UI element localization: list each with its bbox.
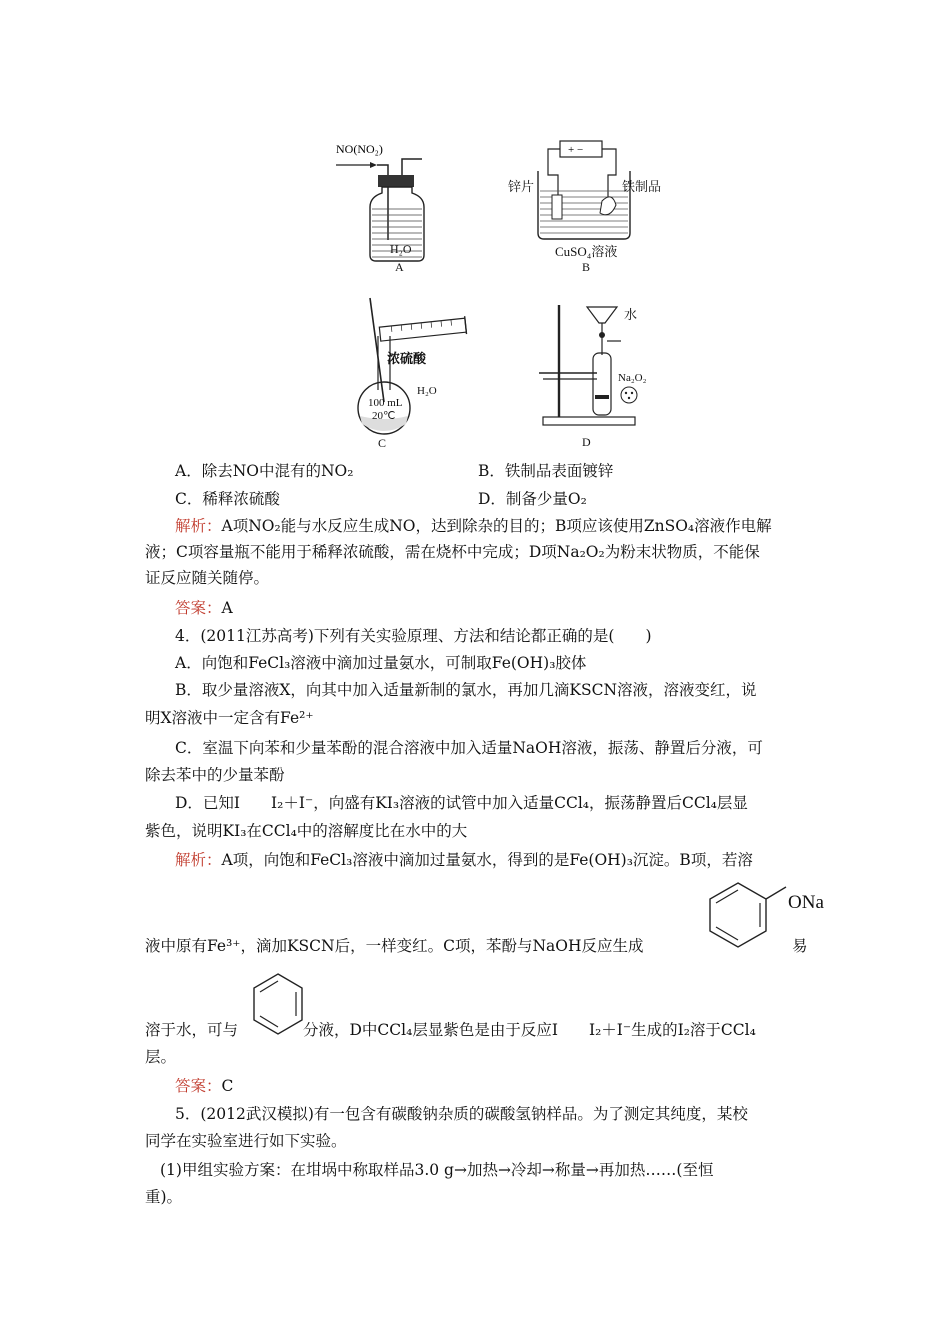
q5-line-3: (1)甲组实验方案：在坩埚中称取样品3.0 g→加热→冷却→称量→再加热……(至恒 bbox=[160, 1161, 714, 1179]
q4-answer-value: C bbox=[221, 1077, 234, 1095]
apparatus-c-flask-label-1: 100 mL bbox=[368, 397, 403, 409]
q3-option-d: D．制备少量O₂ bbox=[478, 490, 587, 508]
apparatus-c-acid-label: 浓硫酸 bbox=[387, 351, 427, 366]
sodium-phenoxide-structure bbox=[700, 875, 860, 963]
q3-analysis-label: 解析： bbox=[175, 517, 222, 535]
apparatus-b-left-label: 锌片 bbox=[508, 179, 535, 194]
q4-stem: 4．(2011江苏高考)下列有关实验原理、方法和结论都正确的是( ) bbox=[175, 627, 652, 645]
apparatus-c-figure bbox=[340, 292, 480, 442]
q4-option-c-line-1: C．室温下向苯和少量苯酚的混合溶液中加入适量NaOH溶液，振荡、静置后分液，可 bbox=[175, 739, 763, 757]
q4-option-a: A．向饱和FeCl₃溶液中滴加过量氨水，可制取Fe(OH)₃胶体 bbox=[175, 654, 587, 672]
q4-analysis-line-3-end: 分液，D中CCl₄层显紫色是由于反应I I₂＋I⁻生成的I₂溶于CCl₄ bbox=[303, 1021, 756, 1039]
apparatus-b-letter: B bbox=[582, 260, 591, 274]
benzene-structure bbox=[248, 968, 308, 1048]
apparatus-d-letter: D bbox=[582, 435, 591, 449]
apparatus-a-inlet-label: NO(NO₂) bbox=[336, 142, 383, 156]
apparatus-b-solution-label: CuSO₄溶液 bbox=[555, 244, 618, 259]
apparatus-b-right-label: 铁制品 bbox=[622, 179, 662, 194]
q3-answer-value: A bbox=[221, 599, 233, 617]
q3-analysis-line-3: 证反应随关随停。 bbox=[145, 569, 270, 587]
apparatus-d-water-label: 水 bbox=[624, 307, 638, 322]
q4-analysis-line-4: 层。 bbox=[145, 1048, 177, 1066]
apparatus-a-liquid-label: H₂O bbox=[390, 242, 412, 256]
apparatus-d-reagent-label: Na₂O₂ bbox=[618, 372, 647, 384]
apparatus-a-letter: A bbox=[395, 260, 404, 274]
q4-option-d-line-1: D．已知I I₂＋I⁻，向盛有KI₃溶液的试管中加入适量CCl₄，振荡静置后CCl₄层显 bbox=[175, 794, 748, 812]
q3-answer-label: 答案： bbox=[175, 599, 222, 617]
apparatus-d-figure bbox=[525, 295, 665, 435]
apparatus-b-battery-label: + − bbox=[568, 144, 584, 156]
q4-analysis-line-3-start: 溶于水，可与 bbox=[145, 1021, 239, 1039]
q3-analysis-line-1 bbox=[175, 515, 772, 537]
apparatus-c-letter: C bbox=[378, 436, 387, 450]
q4-analysis-line-2: 液中原有Fe³⁺，滴加KSCN后，一样变红。C项，苯酚与NaOH反应生成 bbox=[145, 937, 644, 955]
apparatus-c-flask-label-2: 20℃ bbox=[372, 410, 396, 422]
q3-option-c: C．稀释浓硫酸 bbox=[175, 490, 280, 508]
q4-option-c-line-2: 除去苯中的少量苯酚 bbox=[145, 766, 285, 784]
q4-answer bbox=[175, 1075, 233, 1097]
q3-analysis-line-2: 液；C项容量瓶不能用于稀释浓硫酸，需在烧杯中完成；D项Na₂O₂为粉末状物质，不能保 bbox=[145, 543, 760, 561]
q3-answer bbox=[175, 597, 233, 619]
q5-line-2: 同学在实验室进行如下实验。 bbox=[145, 1132, 347, 1150]
apparatus-c-water-label: H₂O bbox=[417, 385, 437, 397]
q4-option-d-line-2: 紫色，说明KI₃在CCl₄中的溶解度比在水中的大 bbox=[145, 822, 468, 840]
q5-line-1: 5．(2012武汉模拟)有一包含有碳酸钠杂质的碳酸氢钠样品。为了测定其纯度，某校 bbox=[175, 1105, 748, 1123]
q5-line-4: 重)。 bbox=[145, 1188, 183, 1206]
q3-option-b: B．铁制品表面镀锌 bbox=[478, 462, 614, 480]
q3-analysis-text-1: A项NO₂能与水反应生成NO，达到除杂的目的；B项应该使用ZnSO₄溶液作电解 bbox=[221, 517, 772, 535]
q4-analysis-label: 解析： bbox=[175, 851, 222, 869]
q4-analysis-line-2-end: 易 bbox=[792, 937, 808, 955]
q4-option-b-line-1: B．取少量溶液X，向其中加入适量新制的氯水，再加几滴KSCN溶液，溶液变红，说 bbox=[175, 681, 757, 699]
q4-option-b-line-2: 明X溶液中一定含有Fe²⁺ bbox=[145, 709, 314, 727]
q4-analysis-line-1 bbox=[175, 849, 753, 871]
q4-analysis-text-1: A项，向饱和FeCl₃溶液中滴加过量氨水，得到的是Fe(OH)₃沉淀。B项，若溶 bbox=[221, 851, 753, 869]
q3-option-a: A．除去NO中混有的NO₂ bbox=[175, 462, 354, 480]
phenoxide-ona-label: ONa bbox=[788, 892, 824, 913]
q4-answer-label: 答案： bbox=[175, 1077, 222, 1095]
